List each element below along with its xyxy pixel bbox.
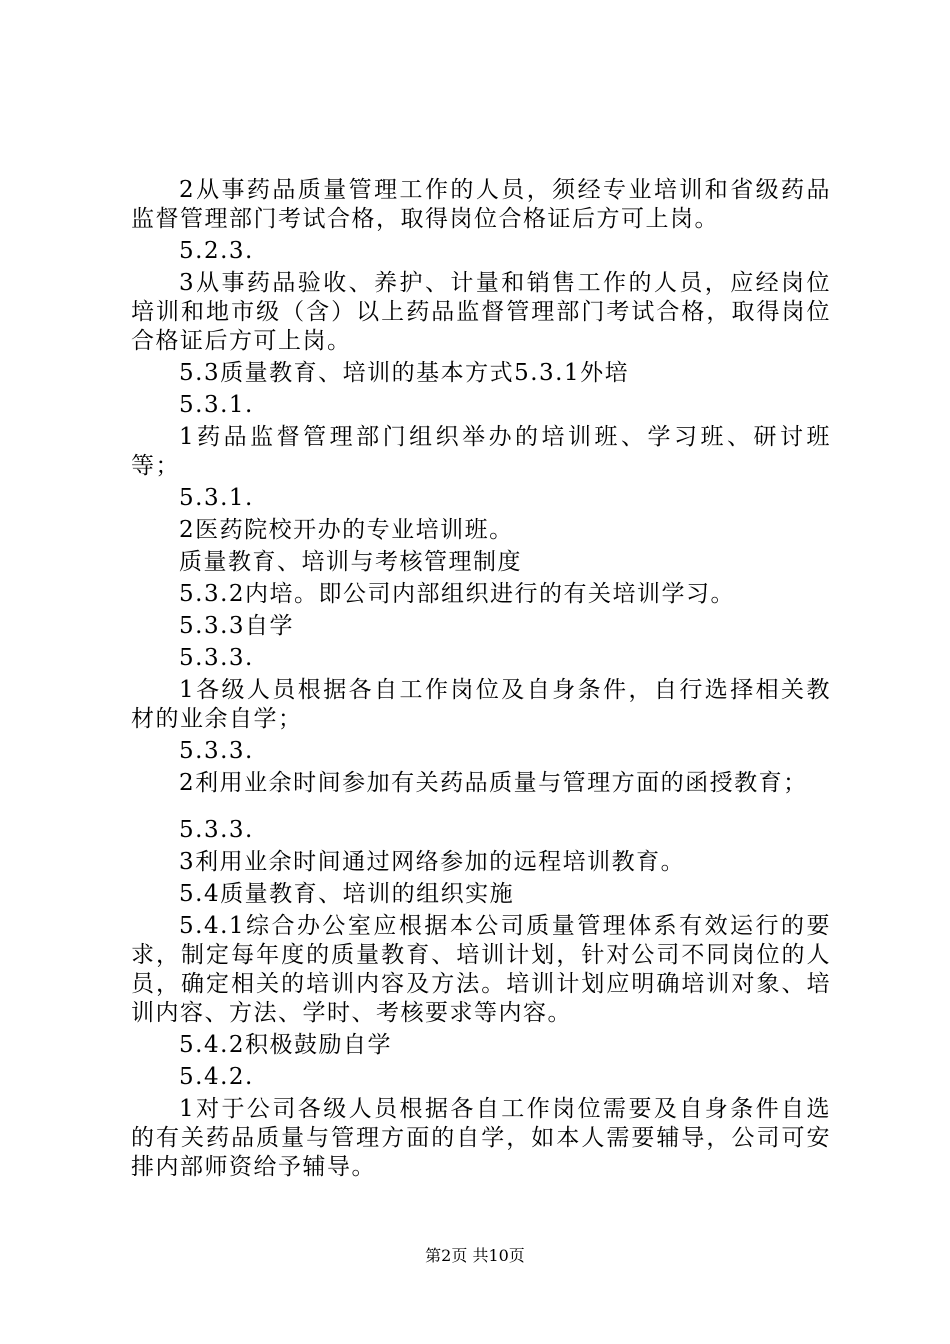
page-number-footer: 第2页 共10页	[425, 1246, 525, 1265]
section-heading: 质量教育、培训与考核管理制度	[179, 549, 522, 575]
document-body	[131, 176, 831, 1185]
paragraph: 5.4.1综合办公室应根据本公司质量管理体系有效运行的要求，制定每年度的质量教育、培训计划，针对公司不同岗位的人员，确定相关的培训内容及方法。培训计划应明确培训对象、培训内容、方法、学时、考核要求等内容。	[131, 913, 831, 1026]
paragraph: 5.3质量教育、培训的基本方式5.3.1外培	[179, 360, 630, 386]
paragraph: 3利用业余时间通过网络参加的远程培训教育。	[179, 849, 686, 875]
paragraph: 5.3.1.	[179, 392, 254, 418]
paragraph: 3从事药品验收、养护、计量和销售工作的人员，应经岗位培训和地市级（含）以上药品监督管理部门考试合格，取得岗位合格证后方可上岗。	[131, 270, 831, 354]
paragraph: 5.2.3.	[179, 238, 254, 264]
paragraph: 5.3.3.	[179, 738, 254, 764]
paragraph: 2医药院校开办的专业培训班。	[179, 517, 514, 543]
paragraph: 5.3.3自学	[179, 613, 295, 639]
paragraph: 1各级人员根据各自工作岗位及自身条件，自行选择相关教材的业余自学；	[131, 677, 831, 732]
paragraph: 1药品监督管理部门组织举办的培训班、学习班、研讨班等；	[131, 424, 831, 479]
paragraph: 5.4质量教育、培训的组织实施	[179, 881, 515, 907]
paragraph: 5.3.3.	[179, 645, 254, 671]
paragraph: 1对于公司各级人员根据各自工作岗位需要及自身条件自选的有关药品质量与管理方面的自学，如本人需要辅导，公司可安排内部师资给予辅导。	[131, 1096, 831, 1180]
paragraph: 5.4.2.	[179, 1064, 254, 1090]
paragraph: 5.4.2积极鼓励自学	[179, 1032, 393, 1058]
paragraph: 5.3.3.	[179, 817, 254, 843]
paragraph: 2从事药品质量管理工作的人员，须经专业培训和省级药品监督管理部门考试合格，取得岗位合格证后方可上岗。	[131, 177, 831, 232]
paragraph: 2利用业余时间参加有关药品质量与管理方面的函授教育；	[179, 770, 808, 796]
paragraph: 5.3.1.	[179, 485, 254, 511]
paragraph: 5.3.2内培。即公司内部组织进行的有关培训学习。	[179, 581, 736, 607]
